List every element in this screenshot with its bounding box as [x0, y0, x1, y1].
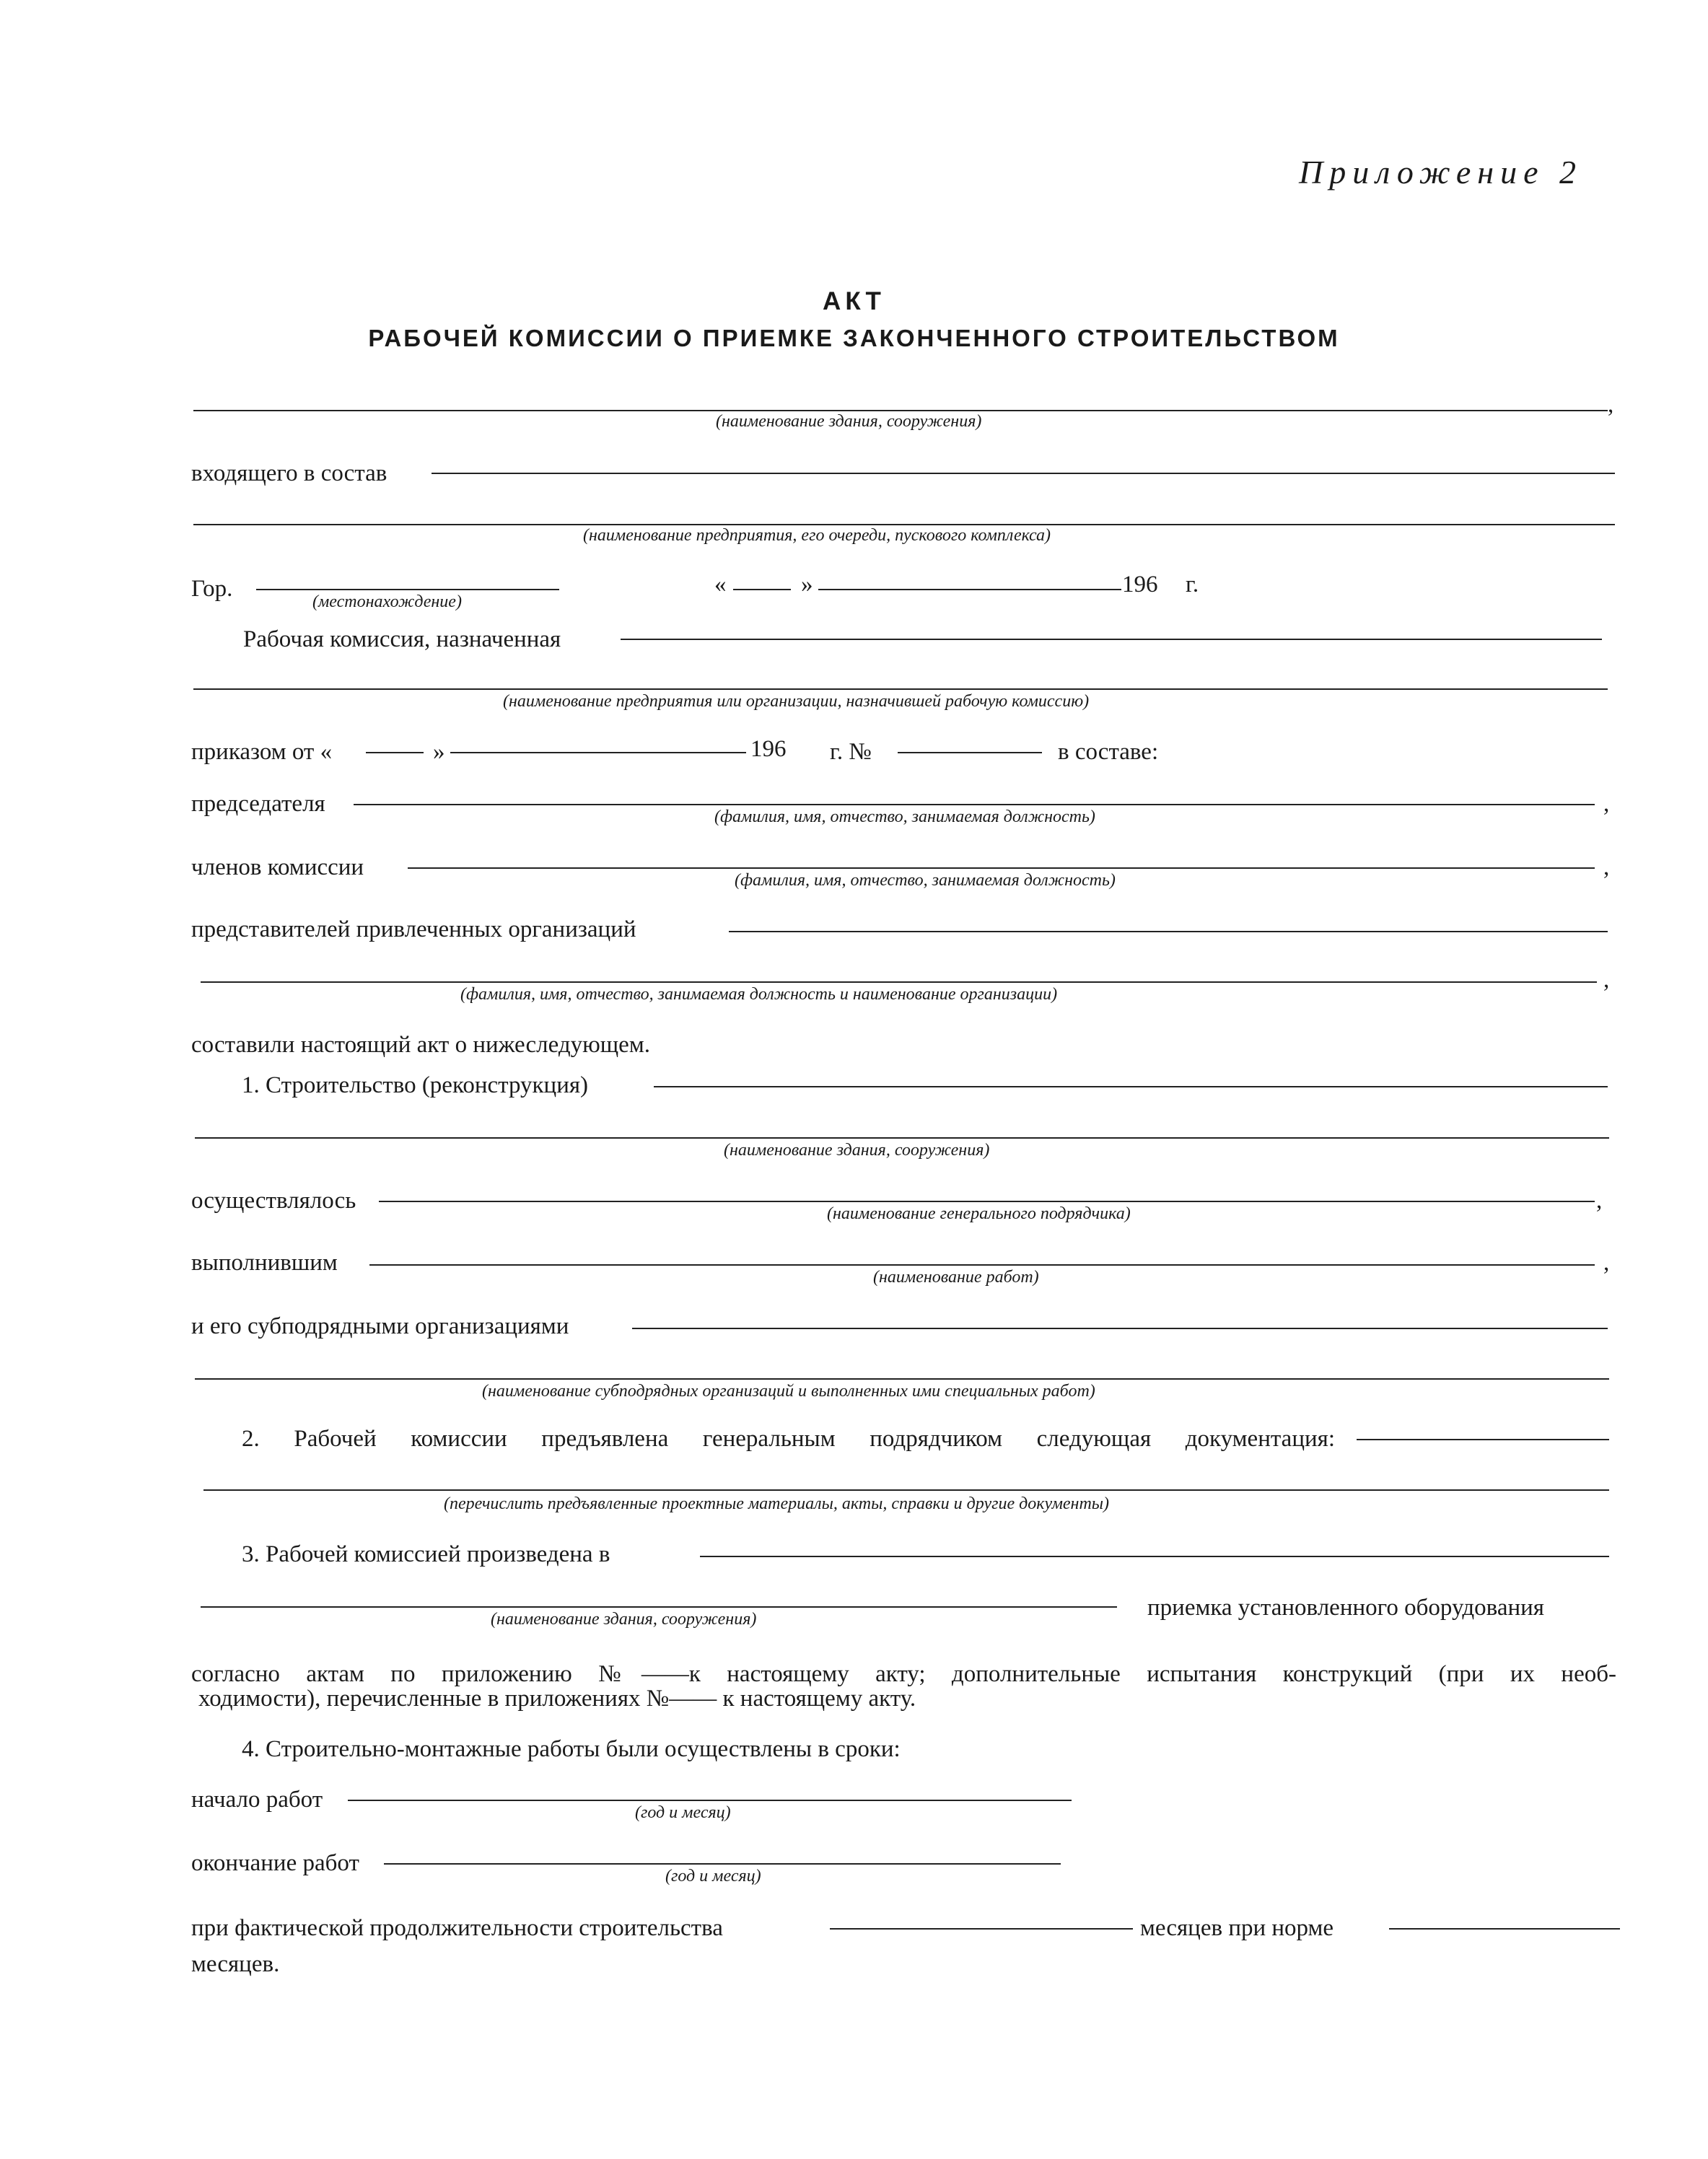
performed-label: выполнившим: [191, 1250, 338, 1276]
document-title: АКТ: [823, 287, 885, 315]
order-year: 196: [750, 736, 787, 762]
commission-field[interactable]: [621, 639, 1602, 640]
caption-chairman: (фамилия, имя, отчество, занимаемая должность): [714, 807, 1095, 826]
chairman-label: председателя: [191, 791, 325, 817]
item1-building-field[interactable]: [195, 1137, 1609, 1139]
comma: ,: [1596, 1188, 1603, 1214]
subcontracting-field[interactable]: [632, 1328, 1608, 1329]
quote-close: »: [801, 572, 813, 597]
city-label: Гор.: [191, 576, 233, 602]
general-contractor-field[interactable]: [379, 1201, 1595, 1202]
order-month-field[interactable]: [450, 752, 746, 753]
end-label: окончание работ: [191, 1850, 359, 1876]
comma: ,: [1603, 1250, 1610, 1276]
item3-field[interactable]: [700, 1556, 1609, 1557]
part-of-label: входящего в состав: [191, 460, 387, 486]
subcontractors-field[interactable]: [195, 1378, 1609, 1380]
members-field[interactable]: [408, 867, 1595, 869]
comma: ,: [1603, 967, 1610, 993]
representatives-field-2[interactable]: [201, 981, 1597, 983]
item3-building-field[interactable]: [201, 1606, 1117, 1608]
caption-item3-building: (наименование здания, сооружения): [491, 1610, 757, 1629]
appointing-org-field[interactable]: [193, 688, 1608, 690]
chairman-field[interactable]: [354, 804, 1595, 805]
month-field[interactable]: [818, 589, 1121, 590]
location-field[interactable]: [256, 589, 559, 590]
per-acts-line1: согласно актам по приложению №——к настоящему акту; дополнительные испытания конструкций (при их необ-: [191, 1661, 1616, 1687]
year-g: г.: [1186, 572, 1199, 597]
item1-field[interactable]: [654, 1086, 1608, 1087]
caption-representatives: (фамилия, имя, отчество, занимаемая должность и наименование организации): [460, 985, 1058, 1004]
caption-subcontractors: (наименование субподрядных организаций и выполненных ими специальных работ): [482, 1382, 1095, 1401]
comma: ,: [1608, 392, 1614, 418]
caption-end: (год и месяц): [665, 1867, 761, 1886]
caption-building: (наименование здания, сооружения): [716, 412, 982, 431]
order-from-label: приказом от «: [191, 739, 333, 765]
caption-members: (фамилия, имя, отчество, занимаемая должность): [735, 871, 1116, 890]
building-name-field[interactable]: [193, 410, 1608, 411]
documents-field[interactable]: [203, 1489, 1609, 1491]
quote-open: «: [714, 572, 727, 597]
order-number-field[interactable]: [898, 752, 1042, 753]
start-field[interactable]: [348, 1800, 1072, 1801]
order-g-no: г. №: [830, 739, 872, 765]
caption-appointing-org: (наименование предприятия или организации, назначившей рабочую комиссию): [503, 692, 1090, 711]
norm-field[interactable]: [1389, 1928, 1620, 1930]
part-of-field[interactable]: [432, 473, 1615, 474]
caption-location: (местонахождение): [312, 592, 462, 611]
caption-start: (год и месяц): [635, 1803, 731, 1822]
order-quote-close: »: [433, 739, 445, 765]
day-field[interactable]: [733, 589, 791, 590]
months-label: месяцев.: [191, 1951, 280, 1977]
item1-label: 1. Строительство (реконструкция): [242, 1072, 589, 1098]
item2-field[interactable]: [1357, 1439, 1609, 1440]
months-norm-label: месяцев при норме: [1140, 1915, 1334, 1941]
comma: ,: [1603, 791, 1610, 817]
item3-label: 3. Рабочей комиссией произведена в: [242, 1541, 610, 1567]
actual-duration-label: при фактической продолжительности строительства: [191, 1915, 723, 1941]
acceptance-text: приемка установленного оборудования: [1147, 1595, 1544, 1621]
representatives-label: представителей привлеченных организаций: [191, 916, 636, 942]
actual-duration-field[interactable]: [830, 1928, 1133, 1930]
works-field[interactable]: [369, 1264, 1595, 1266]
end-field[interactable]: [384, 1863, 1061, 1865]
item2-label: 2. Рабочей комиссии предъявлена генеральным подрядчиком следующая документация:: [242, 1426, 1335, 1452]
caption-works: (наименование работ): [873, 1268, 1039, 1287]
caption-documents: (перечислить предъявленные проектные материалы, акты, справки и другие документы): [444, 1494, 1110, 1513]
year-prefix: 196: [1122, 572, 1158, 597]
carried-out-label: осуществлялось: [191, 1188, 356, 1214]
representatives-field[interactable]: [729, 931, 1608, 932]
composed-of-label: в составе:: [1058, 739, 1159, 765]
commission-label: Рабочая комиссия, назначенная: [243, 626, 561, 652]
subcontracting-label: и его субподрядными организациями: [191, 1313, 569, 1339]
caption-item1-building: (наименование здания, сооружения): [724, 1141, 990, 1160]
caption-enterprise: (наименование предприятия, его очереди, пускового комплекса): [583, 526, 1051, 545]
order-day-field[interactable]: [366, 752, 424, 753]
item4-label: 4. Строительно-монтажные работы были осуществлены в сроки:: [242, 1736, 901, 1762]
appendix-label: Приложение 2: [1299, 154, 1583, 190]
document-subtitle: РАБОЧЕЙ КОМИССИИ О ПРИЕМКЕ ЗАКОНЧЕННОГО СТРОИТЕЛЬСТВОМ: [368, 325, 1340, 351]
per-acts-line2: ходимости), перечисленные в приложениях №—— к настоящему акту.: [198, 1686, 916, 1712]
start-label: начало работ: [191, 1787, 323, 1813]
enterprise-field[interactable]: [193, 524, 1615, 525]
composed-act-text: составили настоящий акт о нижеследующем.: [191, 1032, 650, 1058]
members-label: членов комиссии: [191, 854, 364, 880]
caption-general-contractor: (наименование генерального подрядчика): [827, 1204, 1131, 1223]
comma: ,: [1603, 854, 1610, 880]
